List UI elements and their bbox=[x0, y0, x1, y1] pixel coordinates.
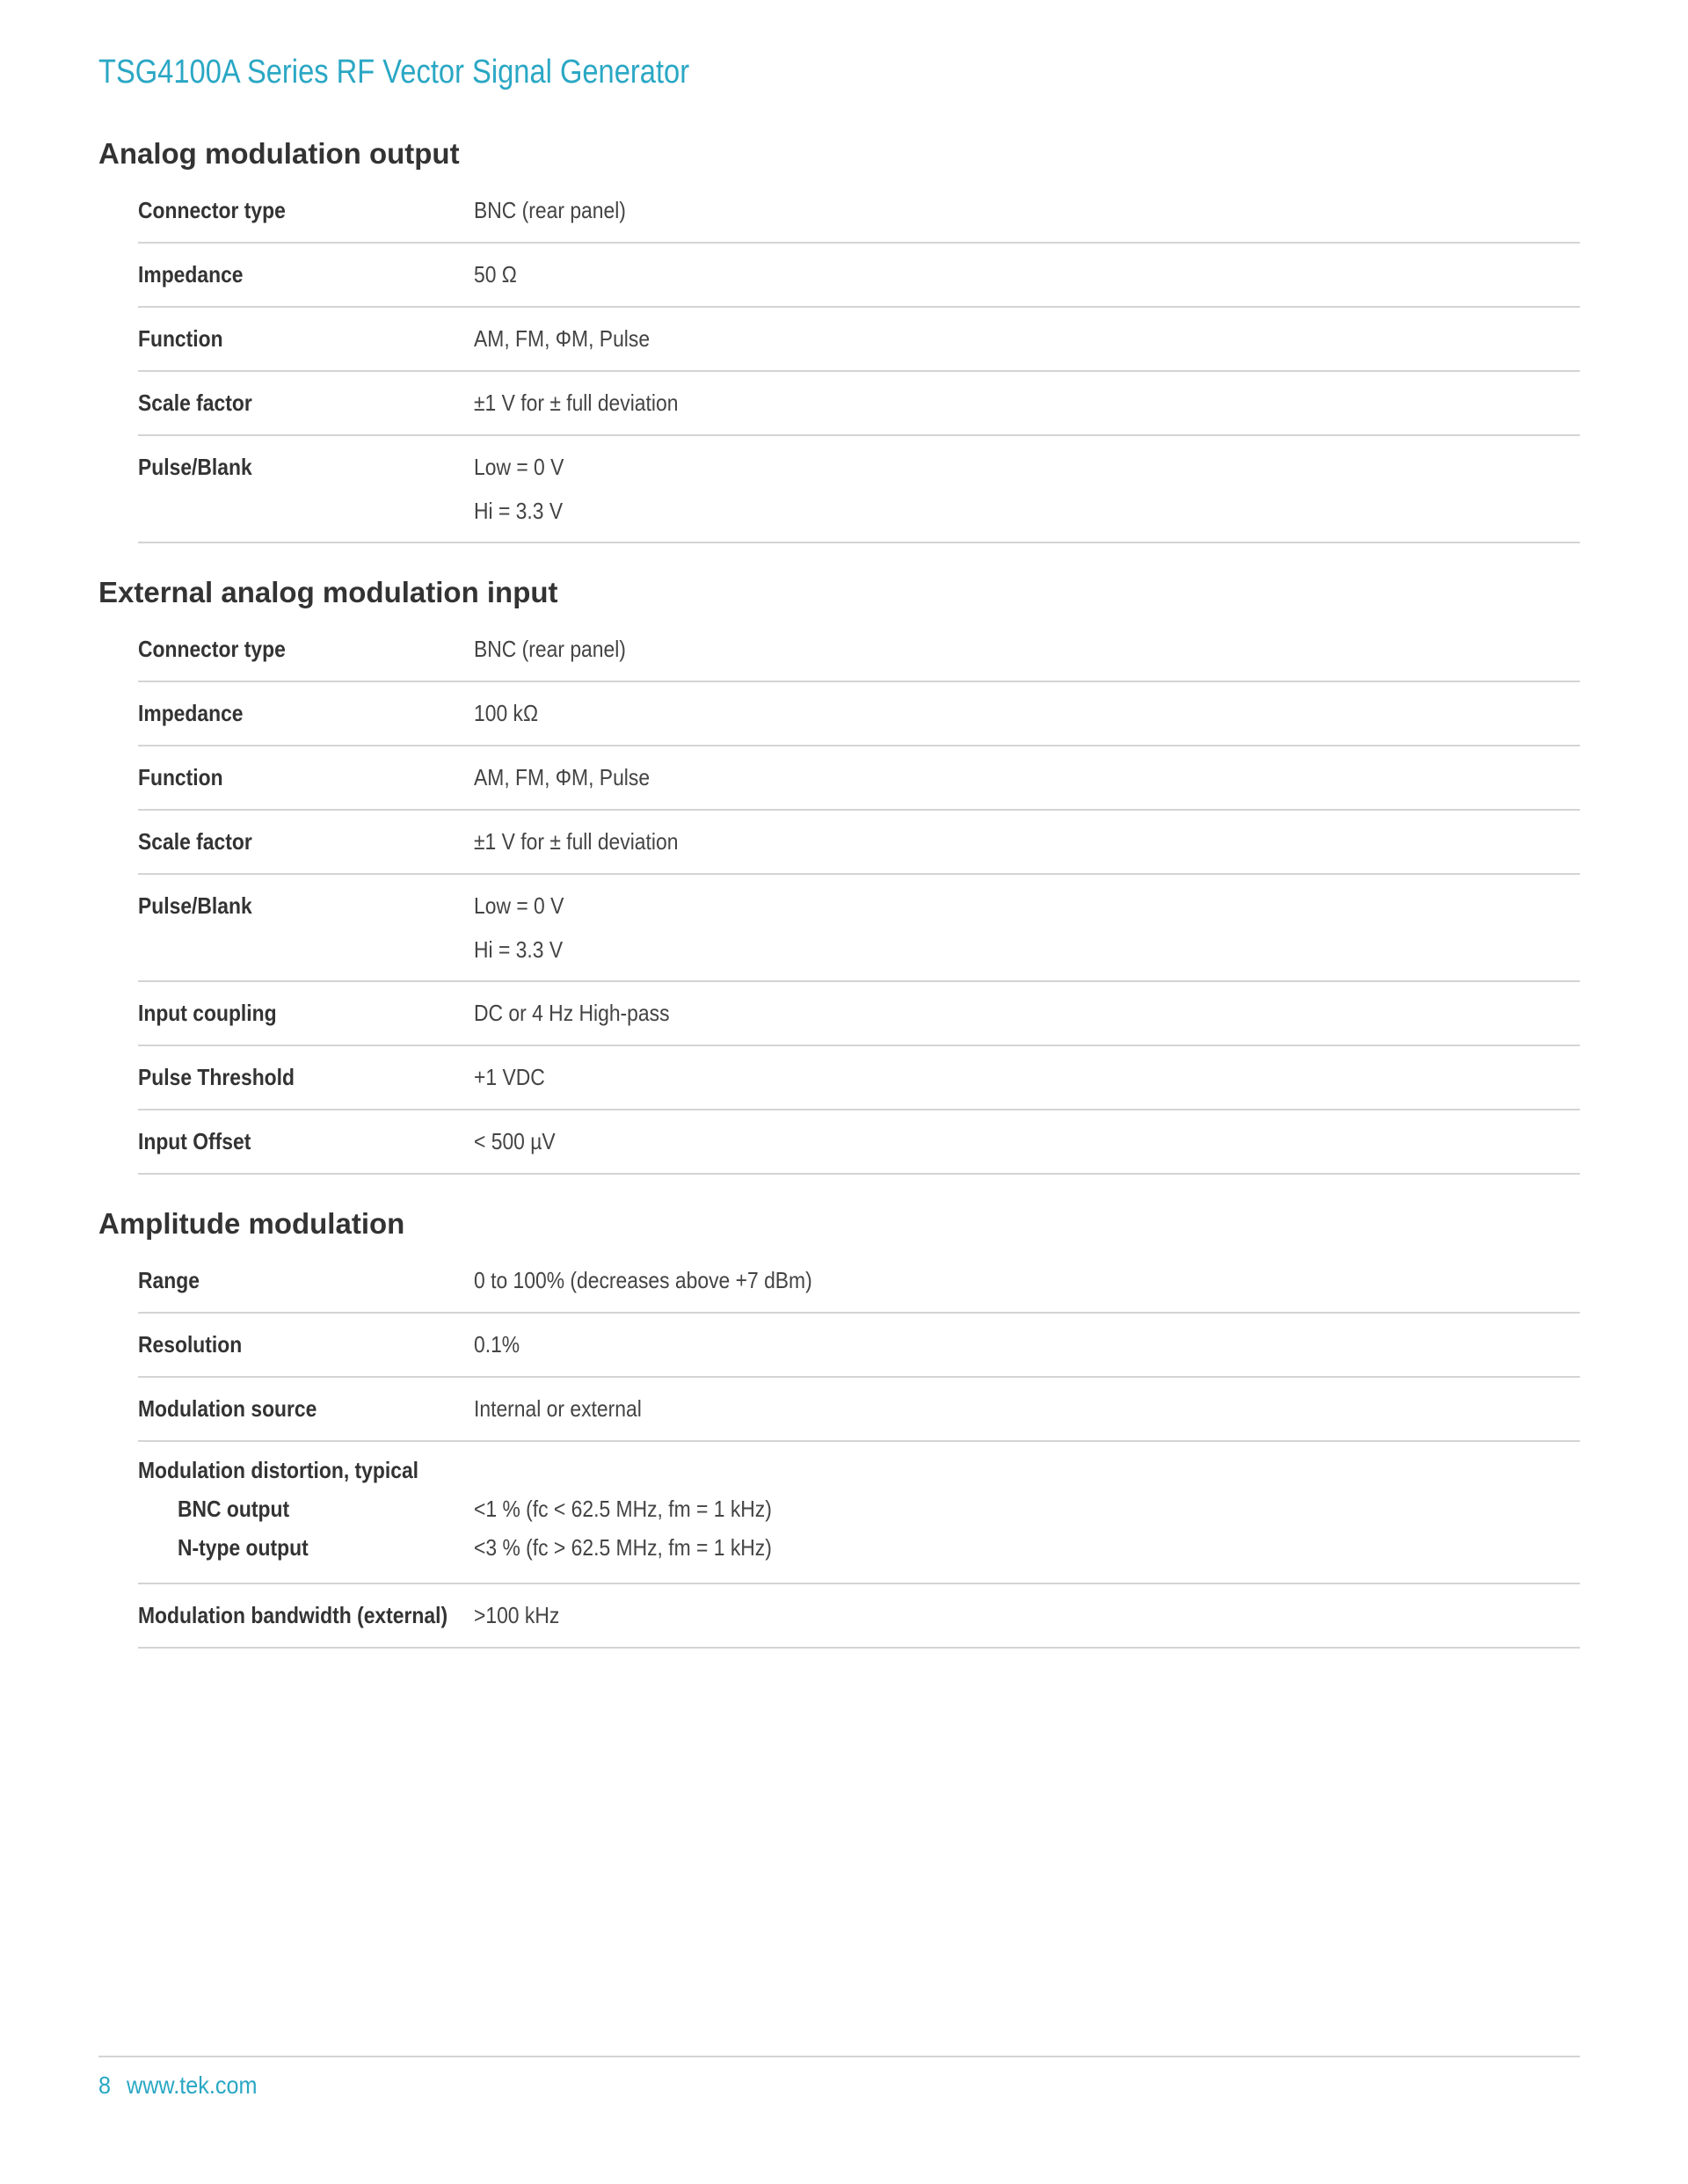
spec-table bbox=[138, 1249, 1580, 1649]
spec-value: 100 kΩ bbox=[474, 700, 539, 726]
spec-label: Impedance bbox=[138, 700, 244, 726]
spec-value: AM, FM, ΦM, Pulse bbox=[474, 325, 651, 352]
spec-value: <3 % (fc > 62.5 MHz, fm = 1 kHz) bbox=[474, 1534, 772, 1561]
spec-label: Pulse/Blank bbox=[138, 454, 252, 480]
spec-row bbox=[138, 179, 1580, 244]
spec-value: 0.1% bbox=[474, 1331, 520, 1358]
spec-row bbox=[138, 436, 1580, 543]
section-external-analog-modulation-input bbox=[98, 578, 1580, 1175]
spec-row bbox=[138, 982, 1580, 1046]
spec-label: Modulation source bbox=[138, 1395, 317, 1422]
section-analog-modulation-output bbox=[98, 139, 1580, 543]
spec-row bbox=[138, 1110, 1580, 1175]
page-title: TSG4100A Series RF Vector Signal Generator bbox=[98, 54, 690, 91]
spec-value: Internal or external bbox=[474, 1395, 642, 1422]
spec-row bbox=[138, 1584, 1580, 1649]
spec-row bbox=[138, 1442, 1580, 1584]
spec-label: Range bbox=[138, 1267, 200, 1293]
spec-row bbox=[138, 811, 1580, 875]
section-heading: External analog modulation input bbox=[98, 576, 558, 608]
spec-label: Input coupling bbox=[138, 1000, 277, 1026]
spec-value: <1 % (fc < 62.5 MHz, fm = 1 kHz) bbox=[474, 1496, 772, 1522]
spec-row bbox=[138, 682, 1580, 746]
spec-value: Low = 0 V bbox=[474, 454, 564, 480]
spec-value: < 500 µV bbox=[474, 1128, 556, 1154]
spec-label: Scale factor bbox=[138, 828, 252, 855]
page-number: 8 bbox=[98, 2071, 112, 2099]
spec-value: Low = 0 V bbox=[474, 892, 564, 919]
spec-row bbox=[138, 372, 1580, 436]
spec-label: Function bbox=[138, 325, 223, 352]
spec-label: Impedance bbox=[138, 261, 244, 288]
spec-row bbox=[138, 244, 1580, 308]
section-amplitude-modulation bbox=[98, 1209, 1580, 1649]
spec-row bbox=[138, 1249, 1580, 1314]
spec-label: Input Offset bbox=[138, 1128, 251, 1154]
spec-label: Modulation distortion, typical bbox=[138, 1457, 419, 1483]
spec-label: Connector type bbox=[138, 197, 286, 223]
spec-label: Connector type bbox=[138, 636, 286, 662]
spec-value: BNC (rear panel) bbox=[474, 197, 626, 223]
spec-label: Pulse/Blank bbox=[138, 892, 252, 919]
spec-row bbox=[138, 1046, 1580, 1110]
spec-label: Pulse Threshold bbox=[138, 1064, 295, 1090]
footer bbox=[98, 2071, 273, 2100]
spec-value: 50 Ω bbox=[474, 261, 517, 288]
spec-label: Resolution bbox=[138, 1331, 243, 1358]
spec-value: BNC (rear panel) bbox=[474, 636, 626, 662]
spec-value: AM, FM, ΦM, Pulse bbox=[474, 764, 651, 790]
spec-table bbox=[138, 179, 1580, 543]
spec-value: ±1 V for ± full deviation bbox=[474, 389, 679, 416]
section-heading: Amplitude modulation bbox=[98, 1207, 405, 1240]
spec-label: Scale factor bbox=[138, 389, 252, 416]
spec-value: +1 VDC bbox=[474, 1064, 545, 1090]
spec-value: ±1 V for ± full deviation bbox=[474, 828, 679, 855]
spec-value: 0 to 100% (decreases above +7 dBm) bbox=[474, 1267, 812, 1293]
spec-row bbox=[138, 875, 1580, 982]
spec-sub-label: N-type output bbox=[178, 1534, 309, 1561]
spec-row bbox=[138, 618, 1580, 682]
spec-row bbox=[138, 308, 1580, 372]
spec-value: >100 kHz bbox=[474, 1602, 560, 1628]
spec-row bbox=[138, 1314, 1580, 1378]
spec-label: Modulation bandwidth (external) bbox=[138, 1602, 448, 1628]
spec-value: Hi = 3.3 V bbox=[474, 936, 564, 963]
spec-sub-label: BNC output bbox=[178, 1496, 290, 1522]
footer-link[interactable]: www.tek.com bbox=[127, 2071, 258, 2099]
spec-value: Hi = 3.3 V bbox=[474, 498, 564, 524]
spec-label: Function bbox=[138, 764, 223, 790]
spec-row bbox=[138, 746, 1580, 811]
spec-table bbox=[138, 618, 1580, 1175]
spec-row bbox=[138, 1378, 1580, 1442]
section-heading: Analog modulation output bbox=[98, 137, 460, 170]
spec-value: DC or 4 Hz High-pass bbox=[474, 1000, 670, 1026]
footer-divider bbox=[98, 2056, 1580, 2057]
